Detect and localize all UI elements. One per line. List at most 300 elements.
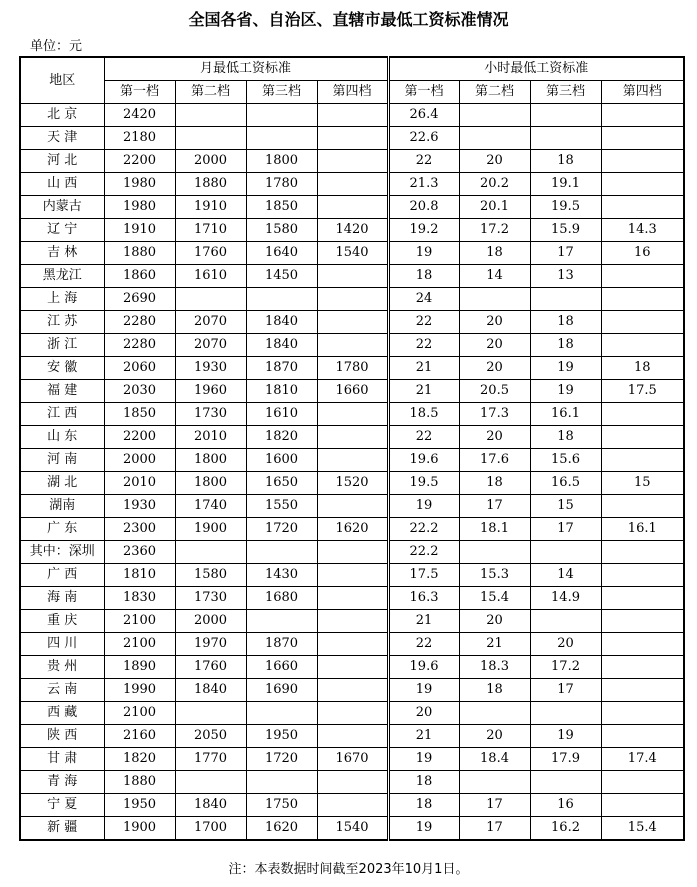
- table-row: [20, 357, 684, 380]
- hourly-wage-cell: 17: [459, 495, 530, 518]
- monthly-wage-cell: 1910: [175, 196, 246, 219]
- monthly-wage-cell: 1880: [175, 173, 246, 196]
- hourly-wage-cell: 14.3: [601, 219, 684, 242]
- hourly-wage-cell: [601, 771, 684, 794]
- monthly-wage-cell: [317, 311, 388, 334]
- hourly-wage-cell: 18.4: [459, 748, 530, 771]
- table-row: [20, 449, 684, 472]
- table-row: [20, 196, 684, 219]
- monthly-wage-cell: [175, 541, 246, 564]
- hourly-wage-cell: [459, 771, 530, 794]
- monthly-wage-cell: 1900: [104, 817, 175, 841]
- region-cell: 河 南: [20, 449, 104, 472]
- hourly-wage-cell: 20: [459, 150, 530, 173]
- hourly-wage-cell: 17: [530, 518, 601, 541]
- monthly-wage-cell: 1760: [175, 242, 246, 265]
- table-row: [20, 679, 684, 702]
- hourly-wage-cell: 22: [388, 334, 459, 357]
- header-hourly-tier: 第二档: [459, 81, 530, 104]
- monthly-wage-cell: 2070: [175, 334, 246, 357]
- region-cell: 江 苏: [20, 311, 104, 334]
- header-region: 地区: [20, 57, 104, 104]
- region-cell: 陕 西: [20, 725, 104, 748]
- hourly-wage-cell: 17.9: [530, 748, 601, 771]
- hourly-wage-cell: 17: [530, 679, 601, 702]
- page-title: 全国各省、自治区、直辖市最低工资标准情况: [188, 10, 509, 29]
- header-hourly-tier: 第一档: [388, 81, 459, 104]
- table-row: [20, 702, 684, 725]
- monthly-wage-cell: 2010: [104, 472, 175, 495]
- hourly-wage-cell: 22: [388, 150, 459, 173]
- hourly-wage-cell: 16.2: [530, 817, 601, 841]
- monthly-wage-cell: 1820: [104, 748, 175, 771]
- monthly-wage-cell: [317, 679, 388, 702]
- table-row: [20, 541, 684, 564]
- table-row: [20, 748, 684, 771]
- table-row: [20, 265, 684, 288]
- hourly-wage-cell: 14: [530, 564, 601, 587]
- region-cell: 福 建: [20, 380, 104, 403]
- hourly-wage-cell: [459, 127, 530, 150]
- region-cell: 青 海: [20, 771, 104, 794]
- hourly-wage-cell: 19.6: [388, 449, 459, 472]
- hourly-wage-cell: 19: [530, 380, 601, 403]
- hourly-wage-cell: 15.9: [530, 219, 601, 242]
- header-monthly-tier: 第一档: [104, 81, 175, 104]
- monthly-wage-cell: 1840: [246, 334, 317, 357]
- monthly-wage-cell: [317, 265, 388, 288]
- monthly-wage-cell: 1800: [246, 150, 317, 173]
- monthly-wage-cell: 1600: [246, 449, 317, 472]
- monthly-wage-cell: 2100: [104, 702, 175, 725]
- monthly-wage-cell: [317, 127, 388, 150]
- hourly-wage-cell: 16.1: [601, 518, 684, 541]
- hourly-wage-cell: 14: [459, 265, 530, 288]
- monthly-wage-cell: 1960: [175, 380, 246, 403]
- monthly-wage-cell: 2180: [104, 127, 175, 150]
- monthly-wage-cell: 2280: [104, 311, 175, 334]
- hourly-wage-cell: 15.6: [530, 449, 601, 472]
- monthly-wage-cell: 1970: [175, 633, 246, 656]
- hourly-wage-cell: 17.3: [459, 403, 530, 426]
- monthly-wage-cell: 1820: [246, 426, 317, 449]
- header-hourly-tier: 第四档: [601, 81, 684, 104]
- region-cell: 河 北: [20, 150, 104, 173]
- hourly-wage-cell: 20: [459, 426, 530, 449]
- hourly-wage-cell: 19: [530, 725, 601, 748]
- monthly-wage-cell: [246, 288, 317, 311]
- hourly-wage-cell: 18.3: [459, 656, 530, 679]
- hourly-wage-cell: 17.2: [530, 656, 601, 679]
- table-row: [20, 219, 684, 242]
- monthly-wage-cell: [246, 771, 317, 794]
- monthly-wage-cell: 1740: [175, 495, 246, 518]
- monthly-wage-cell: 2100: [104, 633, 175, 656]
- monthly-wage-cell: 1620: [246, 817, 317, 841]
- region-cell: 山 东: [20, 426, 104, 449]
- region-cell: 甘 肃: [20, 748, 104, 771]
- hourly-wage-cell: [601, 449, 684, 472]
- monthly-wage-cell: 1660: [246, 656, 317, 679]
- monthly-wage-cell: 2050: [175, 725, 246, 748]
- hourly-wage-cell: 15.3: [459, 564, 530, 587]
- hourly-wage-cell: 18.1: [459, 518, 530, 541]
- hourly-wage-cell: [601, 794, 684, 817]
- monthly-wage-cell: 1860: [104, 265, 175, 288]
- monthly-wage-cell: 1930: [175, 357, 246, 380]
- monthly-wage-cell: 2060: [104, 357, 175, 380]
- monthly-wage-cell: [317, 288, 388, 311]
- monthly-wage-cell: 1850: [246, 196, 317, 219]
- hourly-wage-cell: [601, 702, 684, 725]
- hourly-wage-cell: 20: [459, 311, 530, 334]
- hourly-wage-cell: 16.5: [530, 472, 601, 495]
- table-row: [20, 173, 684, 196]
- hourly-wage-cell: 20.5: [459, 380, 530, 403]
- hourly-wage-cell: 18: [530, 426, 601, 449]
- hourly-wage-cell: 16.3: [388, 587, 459, 610]
- monthly-wage-cell: 2000: [175, 610, 246, 633]
- monthly-wage-cell: [317, 150, 388, 173]
- monthly-wage-cell: 1840: [175, 794, 246, 817]
- monthly-wage-cell: [246, 541, 317, 564]
- hourly-wage-cell: [530, 702, 601, 725]
- header-monthly-tier: 第二档: [175, 81, 246, 104]
- monthly-wage-cell: 1620: [317, 518, 388, 541]
- monthly-wage-cell: [317, 771, 388, 794]
- table-row: [20, 242, 684, 265]
- monthly-wage-cell: 1890: [104, 656, 175, 679]
- region-cell: 四 川: [20, 633, 104, 656]
- hourly-wage-cell: 19: [530, 357, 601, 380]
- hourly-wage-cell: [601, 173, 684, 196]
- hourly-wage-cell: 15.4: [601, 817, 684, 841]
- monthly-wage-cell: 1830: [104, 587, 175, 610]
- hourly-wage-cell: [459, 288, 530, 311]
- monthly-wage-cell: 1690: [246, 679, 317, 702]
- monthly-wage-cell: 1730: [175, 403, 246, 426]
- hourly-wage-cell: 19: [388, 679, 459, 702]
- monthly-wage-cell: 2300: [104, 518, 175, 541]
- monthly-wage-cell: 1710: [175, 219, 246, 242]
- region-cell: 宁 夏: [20, 794, 104, 817]
- monthly-wage-cell: [317, 495, 388, 518]
- table-row: [20, 127, 684, 150]
- hourly-wage-cell: 17: [459, 794, 530, 817]
- monthly-wage-cell: 1580: [246, 219, 317, 242]
- monthly-wage-cell: 2030: [104, 380, 175, 403]
- table-row: [20, 633, 684, 656]
- hourly-wage-cell: 22.2: [388, 518, 459, 541]
- monthly-wage-cell: 1760: [175, 656, 246, 679]
- hourly-wage-cell: 18: [459, 472, 530, 495]
- monthly-wage-cell: [317, 104, 388, 127]
- monthly-wage-cell: 1540: [317, 242, 388, 265]
- hourly-wage-cell: [601, 633, 684, 656]
- hourly-wage-cell: 18: [388, 771, 459, 794]
- hourly-wage-cell: 24: [388, 288, 459, 311]
- hourly-wage-cell: 17: [530, 242, 601, 265]
- hourly-wage-cell: 18: [530, 150, 601, 173]
- monthly-wage-cell: 1800: [175, 449, 246, 472]
- hourly-wage-cell: 21: [388, 357, 459, 380]
- hourly-wage-cell: 15: [530, 495, 601, 518]
- monthly-wage-cell: 1550: [246, 495, 317, 518]
- hourly-wage-cell: [601, 288, 684, 311]
- hourly-wage-cell: 16.1: [530, 403, 601, 426]
- table-body: [20, 104, 684, 841]
- monthly-wage-cell: [175, 127, 246, 150]
- monthly-wage-cell: [317, 633, 388, 656]
- region-cell: 广 西: [20, 564, 104, 587]
- hourly-wage-cell: [601, 610, 684, 633]
- hourly-wage-cell: 18: [388, 265, 459, 288]
- table-row: [20, 725, 684, 748]
- table-row: [20, 288, 684, 311]
- hourly-wage-cell: 20: [459, 610, 530, 633]
- region-cell: 海 南: [20, 587, 104, 610]
- monthly-wage-cell: [317, 564, 388, 587]
- hourly-wage-cell: 18: [459, 679, 530, 702]
- hourly-wage-cell: 19.5: [388, 472, 459, 495]
- monthly-wage-cell: 1870: [246, 633, 317, 656]
- monthly-wage-cell: 1540: [317, 817, 388, 841]
- monthly-wage-cell: 2420: [104, 104, 175, 127]
- footnote: 注：本表数据时间截至2023年10月1日。: [228, 862, 469, 877]
- monthly-wage-cell: 2280: [104, 334, 175, 357]
- hourly-wage-cell: 17.2: [459, 219, 530, 242]
- hourly-wage-cell: 15.4: [459, 587, 530, 610]
- hourly-wage-cell: [601, 150, 684, 173]
- monthly-wage-cell: 1750: [246, 794, 317, 817]
- hourly-wage-cell: [601, 127, 684, 150]
- header-monthly-tier: 第三档: [246, 81, 317, 104]
- monthly-wage-cell: [246, 610, 317, 633]
- hourly-wage-cell: [601, 679, 684, 702]
- region-cell: 湖南: [20, 495, 104, 518]
- monthly-wage-cell: 2070: [175, 311, 246, 334]
- table-row: [20, 610, 684, 633]
- region-cell: 新 疆: [20, 817, 104, 841]
- monthly-wage-cell: 1880: [104, 242, 175, 265]
- monthly-wage-cell: 1980: [104, 173, 175, 196]
- monthly-wage-cell: 1610: [246, 403, 317, 426]
- table-row: [20, 564, 684, 587]
- hourly-wage-cell: 22: [388, 633, 459, 656]
- monthly-wage-cell: 1810: [246, 380, 317, 403]
- hourly-wage-cell: [530, 288, 601, 311]
- monthly-wage-cell: [246, 127, 317, 150]
- table-row: [20, 495, 684, 518]
- hourly-wage-cell: 21.3: [388, 173, 459, 196]
- hourly-wage-cell: [459, 541, 530, 564]
- header-hourly: 小时最低工资标准: [388, 57, 684, 81]
- table-row: [20, 771, 684, 794]
- monthly-wage-cell: 1660: [317, 380, 388, 403]
- header-monthly-tier: 第四档: [317, 81, 388, 104]
- hourly-wage-cell: 22.2: [388, 541, 459, 564]
- monthly-wage-cell: 2000: [104, 449, 175, 472]
- monthly-wage-cell: 2100: [104, 610, 175, 633]
- region-cell: 湖 北: [20, 472, 104, 495]
- monthly-wage-cell: 1580: [175, 564, 246, 587]
- monthly-wage-cell: [317, 173, 388, 196]
- hourly-wage-cell: 17.5: [388, 564, 459, 587]
- hourly-wage-cell: 18: [530, 311, 601, 334]
- hourly-wage-cell: 20: [459, 357, 530, 380]
- monthly-wage-cell: 2160: [104, 725, 175, 748]
- monthly-wage-cell: 1850: [104, 403, 175, 426]
- table-row: [20, 380, 684, 403]
- hourly-wage-cell: 18.5: [388, 403, 459, 426]
- region-cell: 贵 州: [20, 656, 104, 679]
- monthly-wage-cell: [317, 725, 388, 748]
- monthly-wage-cell: [175, 771, 246, 794]
- hourly-wage-cell: 19.6: [388, 656, 459, 679]
- monthly-wage-cell: [317, 403, 388, 426]
- monthly-wage-cell: 1420: [317, 219, 388, 242]
- monthly-wage-cell: 2000: [175, 150, 246, 173]
- hourly-wage-cell: 19: [388, 748, 459, 771]
- monthly-wage-cell: [317, 702, 388, 725]
- hourly-wage-cell: 20: [530, 633, 601, 656]
- hourly-wage-cell: [601, 334, 684, 357]
- monthly-wage-cell: [317, 449, 388, 472]
- monthly-wage-cell: 1640: [246, 242, 317, 265]
- monthly-wage-cell: [317, 656, 388, 679]
- monthly-wage-cell: 1950: [104, 794, 175, 817]
- monthly-wage-cell: 1880: [104, 771, 175, 794]
- table-row: [20, 426, 684, 449]
- monthly-wage-cell: 1650: [246, 472, 317, 495]
- monthly-wage-cell: 1840: [175, 679, 246, 702]
- monthly-wage-cell: 1900: [175, 518, 246, 541]
- monthly-wage-cell: 1430: [246, 564, 317, 587]
- hourly-wage-cell: [601, 426, 684, 449]
- monthly-wage-cell: 1610: [175, 265, 246, 288]
- region-cell: 上 海: [20, 288, 104, 311]
- region-cell: 吉 林: [20, 242, 104, 265]
- hourly-wage-cell: 17.4: [601, 748, 684, 771]
- table-row: [20, 311, 684, 334]
- monthly-wage-cell: 2200: [104, 426, 175, 449]
- monthly-wage-cell: 1870: [246, 357, 317, 380]
- monthly-wage-cell: [246, 702, 317, 725]
- hourly-wage-cell: [530, 127, 601, 150]
- monthly-wage-cell: 1730: [175, 587, 246, 610]
- monthly-wage-cell: 1720: [246, 748, 317, 771]
- region-cell: 山 西: [20, 173, 104, 196]
- monthly-wage-cell: 2200: [104, 150, 175, 173]
- table-row: [20, 403, 684, 426]
- hourly-wage-cell: [530, 541, 601, 564]
- hourly-wage-cell: [601, 656, 684, 679]
- monthly-wage-cell: [317, 541, 388, 564]
- region-cell: 西 藏: [20, 702, 104, 725]
- table-row: [20, 817, 684, 841]
- table-row: [20, 104, 684, 127]
- monthly-wage-cell: 2690: [104, 288, 175, 311]
- monthly-wage-cell: 1990: [104, 679, 175, 702]
- region-cell: 云 南: [20, 679, 104, 702]
- monthly-wage-cell: 1840: [246, 311, 317, 334]
- monthly-wage-cell: [175, 702, 246, 725]
- monthly-wage-cell: 1720: [246, 518, 317, 541]
- monthly-wage-cell: [317, 610, 388, 633]
- hourly-wage-cell: 17.5: [601, 380, 684, 403]
- hourly-wage-cell: [601, 495, 684, 518]
- monthly-wage-cell: 1700: [175, 817, 246, 841]
- table-row: [20, 472, 684, 495]
- region-cell: 广 东: [20, 518, 104, 541]
- region-cell: 内蒙古: [20, 196, 104, 219]
- hourly-wage-cell: 20: [388, 702, 459, 725]
- region-cell: 黑龙江: [20, 265, 104, 288]
- region-cell: 天 津: [20, 127, 104, 150]
- monthly-wage-cell: 1670: [317, 748, 388, 771]
- hourly-wage-cell: 22: [388, 311, 459, 334]
- monthly-wage-cell: 1910: [104, 219, 175, 242]
- hourly-wage-cell: [530, 610, 601, 633]
- hourly-wage-cell: 22: [388, 426, 459, 449]
- hourly-wage-cell: 16: [601, 242, 684, 265]
- monthly-wage-cell: 1950: [246, 725, 317, 748]
- hourly-wage-cell: 20.8: [388, 196, 459, 219]
- hourly-wage-cell: 19.5: [530, 196, 601, 219]
- hourly-wage-cell: 19.2: [388, 219, 459, 242]
- monthly-wage-cell: 1680: [246, 587, 317, 610]
- hourly-wage-cell: [530, 771, 601, 794]
- hourly-wage-cell: [601, 196, 684, 219]
- table-row: [20, 656, 684, 679]
- hourly-wage-cell: [601, 564, 684, 587]
- region-cell: 其中：深圳: [20, 541, 104, 564]
- hourly-wage-cell: 18: [601, 357, 684, 380]
- hourly-wage-cell: [601, 587, 684, 610]
- hourly-wage-cell: 19.1: [530, 173, 601, 196]
- monthly-wage-cell: [317, 794, 388, 817]
- hourly-wage-cell: [601, 311, 684, 334]
- hourly-wage-cell: 19: [388, 242, 459, 265]
- region-cell: 安 徽: [20, 357, 104, 380]
- unit-label: 单位：元: [30, 39, 83, 54]
- monthly-wage-cell: [317, 196, 388, 219]
- region-cell: 辽 宁: [20, 219, 104, 242]
- hourly-wage-cell: 18: [459, 242, 530, 265]
- table-row: [20, 794, 684, 817]
- monthly-wage-cell: 1780: [317, 357, 388, 380]
- hourly-wage-cell: [601, 725, 684, 748]
- monthly-wage-cell: 2010: [175, 426, 246, 449]
- monthly-wage-cell: 1800: [175, 472, 246, 495]
- hourly-wage-cell: 17.6: [459, 449, 530, 472]
- hourly-wage-cell: [601, 541, 684, 564]
- hourly-wage-cell: [459, 104, 530, 127]
- region-cell: 重 庆: [20, 610, 104, 633]
- hourly-wage-cell: 20: [459, 725, 530, 748]
- region-cell: 北 京: [20, 104, 104, 127]
- header-monthly: 月最低工资标准: [104, 57, 388, 81]
- hourly-wage-cell: 20: [459, 334, 530, 357]
- hourly-wage-cell: 22.6: [388, 127, 459, 150]
- monthly-wage-cell: 1810: [104, 564, 175, 587]
- monthly-wage-cell: 1450: [246, 265, 317, 288]
- hourly-wage-cell: [601, 403, 684, 426]
- hourly-wage-cell: 21: [388, 380, 459, 403]
- table-row: [20, 334, 684, 357]
- hourly-wage-cell: 17: [459, 817, 530, 841]
- hourly-wage-cell: 20.2: [459, 173, 530, 196]
